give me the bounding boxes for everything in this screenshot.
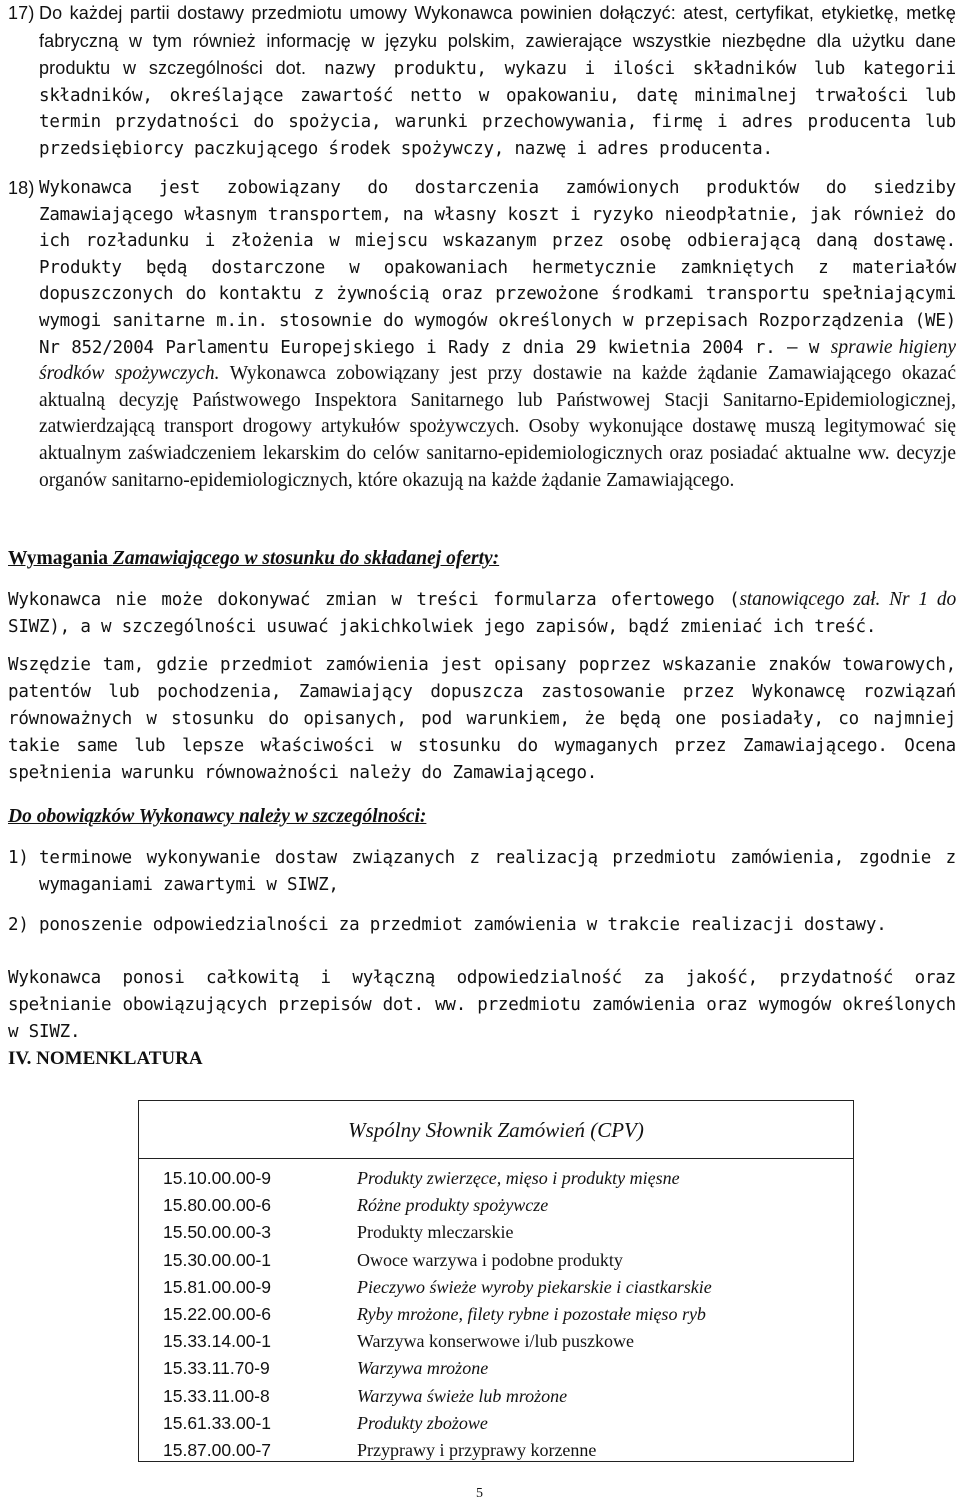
item-18-text-e: decyzje organów sanitarno-epidemiologicznych, które okazują na każde żądanie Zamawiającego.: [39, 442, 956, 491]
item-number: 18): [8, 178, 35, 198]
equivalence-paragraph: Wszędzie tam, gdzie przedmiot zamówienia jest opisany poprzez wskazanie znaków towarowych, patentów lub pochodzenia, Zamawiający dopuszcza zastosowanie przez Wykonawcę rozwiązań równoważnych w stosunku do opisanych, pod warunkiem, że będą one posiadały, co najmniej takie same lub lepsze właściwości w stosunku do wymaganych przez Zamawiającego. Ocena spełnienia warunku równoważności należy do Zamawiającego.: [8, 655, 956, 783]
cpv-name: Produkty zwierzęce, mięso i produkty mięsne: [357, 1168, 680, 1188]
cpv-code: 15.30.00.00-1: [163, 1249, 272, 1270]
cpv-row: [139, 1383, 853, 1410]
cpv-code: 15.50.00.00-3: [163, 1222, 272, 1243]
cpv-row: [139, 1165, 853, 1192]
list-item-18: [8, 175, 956, 494]
cpv-row: [139, 1247, 853, 1274]
duty-item-1: 1) terminowe wykonywanie dostaw związanych z realizacją przedmiotu zamówienia, zgodnie z wymaganiami zawartymi w SIWZ,: [8, 848, 956, 895]
item-17-text-mono: nazwy produktu, wykazu i ilości składników lub kategorii składników, określające zawartość netto w opakowaniu, datę minimalnej trwałości lub termin przydatności do spożycia, warunki przechowywania, firmę i adres producenta lub przedsiębiorcy paczkującego środek spożywczy, nazwę i adres producenta.: [39, 59, 956, 159]
item-18-text-b: Produkty będą dostarczone w opakowaniach hermetycznie zamkniętych z materiałów dopuszczonych do kontaktu z żywnością oraz przewożone środkami transportu spełniającymi wymogi sanitarne m.in. stosownie do wymogów określonych w przepisach Rozporządzenia (WE) Nr 852/2004 Parlamentu Europejskiego i Rady z dnia 29 kwietnia 2004 r. – w: [39, 257, 956, 358]
cpv-row: [139, 1355, 853, 1382]
cpv-code: 15.81.00.00-9: [163, 1276, 272, 1297]
cpv-row: [139, 1274, 853, 1301]
cpv-table: [138, 1100, 854, 1462]
cpv-row: [139, 1410, 853, 1437]
cpv-row: [139, 1437, 853, 1464]
cpv-code: 15.80.00.00-6: [163, 1195, 272, 1216]
list-item-17: [8, 0, 956, 162]
cpv-name: Różne produkty spożywcze: [357, 1195, 549, 1216]
cpv-table-title: Wspólny Słownik Zamówień (CPV): [139, 1101, 853, 1159]
item-18-text-d: Osoby wykonujące dostawę muszą legitymować się aktualnym zaświadczeniem lekarskim do celów sanitarno-epidemiologicznych oraz posiadać aktualne ww.: [39, 416, 956, 464]
cpv-code: 15.87.00.00-7: [163, 1440, 272, 1460]
section-title: IV. NOMENKLATURA: [8, 1048, 203, 1069]
cpv-name: Warzywa świeże lub mrożone: [357, 1385, 568, 1406]
cpv-name: Warzywa mrożone: [357, 1358, 489, 1379]
cpv-name: Warzywa konserwowe i/lub puszkowe: [357, 1331, 634, 1352]
page-number: 5: [476, 1486, 483, 1501]
cpv-name: Przyprawy i przyprawy korzenne: [357, 1440, 597, 1460]
cpv-name: Produkty zbożowe: [357, 1412, 488, 1433]
cpv-code: 15.33.11.00-8: [163, 1385, 270, 1406]
responsibility-paragraph: Wykonawca ponosi całkowitą i wyłączną odpowiedzialność za jakość, przydatność oraz spełnianie obowiązujących przepisów dot. ww. przedmiotu zamówienia oraz wymogów określonych w SIWZ.: [8, 968, 956, 1042]
requirements-heading: Wymagania Zamawiającego w stosunku do składanej oferty:: [8, 548, 500, 569]
cpv-row: [139, 1192, 853, 1219]
duties-heading: Do obowiązków Wykonawcy należy w szczególności:: [8, 806, 427, 827]
cpv-code: 15.22.00.00-6: [163, 1304, 272, 1324]
cpv-code: 15.61.33.00-1: [163, 1412, 272, 1433]
cpv-name: Produkty mleczarskie: [357, 1222, 514, 1243]
offer-paragraph: Wykonawca nie może dokonywać zmian w treści formularza ofertowego (stanowiącego zał. Nr 1 do SIWZ), a w szczególności usuwać jakichkolwiek jego zapisów, bądź zmieniać ich treść.: [8, 589, 956, 637]
cpv-code: 15.10.00.00-9: [163, 1168, 272, 1188]
item-18-text-italic: sprawie higieny środków spożywczych.: [39, 336, 956, 385]
cpv-name: Pieczywo świeże wyroby piekarskie i ciastkarskie: [357, 1276, 712, 1297]
cpv-code: 15.33.11.70-9: [163, 1358, 270, 1379]
cpv-row: [139, 1328, 853, 1355]
cpv-code: 15.33.14.00-1: [163, 1331, 272, 1352]
cpv-name: Ryby mrożone, filety rybne i pozostałe mięso ryb: [357, 1304, 706, 1324]
item-17-text-sans: Do każdej partii dostawy przedmiotu umowy Wykonawca powinien dołączyć: atest, certyfikat, etykietkę, metkę fabryczną w tym również informację w języku polskim, zawierające wszystkie niezbędne dla użytku dane produktu w szczególności dot.: [39, 3, 956, 78]
cpv-name: Owoce warzywa i podobne produkty: [357, 1249, 623, 1270]
cpv-row: [139, 1301, 853, 1328]
duty-item-2: 2) ponoszenie odpowiedzialności za przedmiot zamówienia w trakcie realizacji dostawy.: [8, 915, 887, 935]
cpv-row: [139, 1219, 853, 1246]
item-number: 17): [8, 3, 35, 23]
item-18-text-c: Wykonawca zobowiązany jest przy dostawie na każde żądanie Zamawiającego okazać aktualną decyzję Państwowego Inspektora Sanitarnego lub Państwowej Stacji Sanitarno-Epidemiologicznej, zatwierdzającą transport drogowy artykułów spożywczych.: [39, 363, 956, 438]
item-18-text-a: Wykonawca jest zobowiązany do dostarczenia zamówionych produktów do siedziby Zamawiającego własnym transportem, na własny koszt i ryzyko nieodpłatnie, jak również do ich rozładunku i złożenia w miejscu wskazanym przez osobę odbierającą daną dostawę.: [39, 178, 956, 252]
